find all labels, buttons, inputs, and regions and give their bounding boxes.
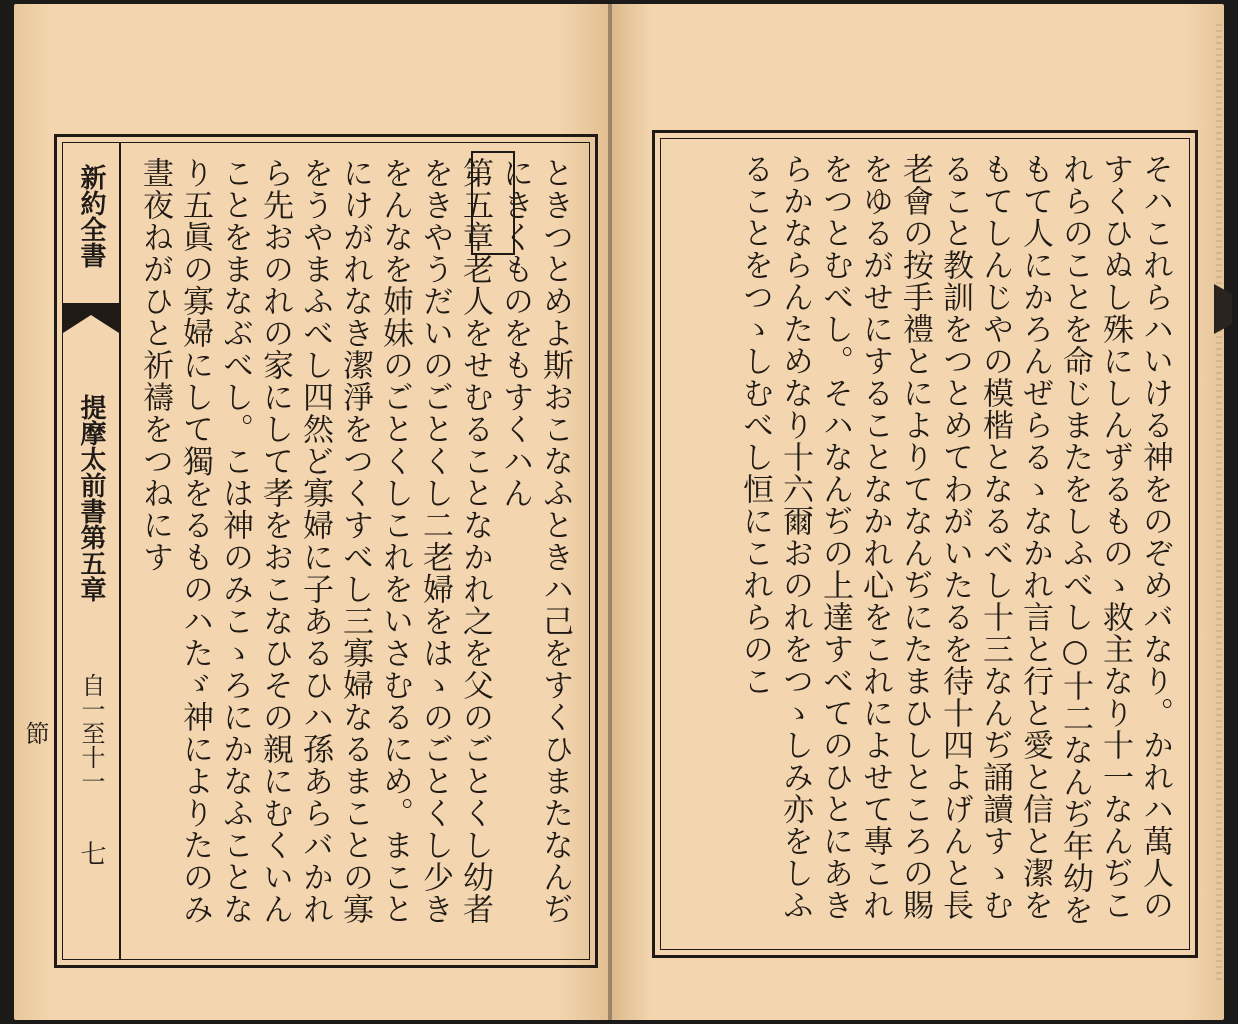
left-page-text: ときつとめよ斯おこなふときハ己をすくひまたなんぢにきくものをもすくハん 第五章老人をせむることなかれ之を父のごとくし幼者をきやうだいのごとくし二老婦をはゝのごとくし少きをんなを姉妹のごとくしこれをいさむるにめ。まことにけがれなき潔淨をつくすべし三寡婦なるまことの寡をうやまふべし四然ど寡婦に子あるひハ孫あらバかれら先おのれの家にして孝をおこなひその親にむくいんことをまなぶべし。こは神のみこゝろにかなふことなり五眞の寡婦にして獨をるものハたゞ神によりたのみ晝夜ねがひと祈禱をつねにす [137, 157, 573, 925]
right-page-frame [652, 130, 1198, 958]
left-page [14, 4, 610, 1020]
folio-number: 七 [76, 840, 106, 866]
left-page-frame [21, 134, 598, 968]
right-page-text: そハこれらハいける神をのぞめバなり。かれハ萬人のすくひぬし殊にしんずるものゝ救主なり十一なんぢこれらのことを命じまたをしふべし○十二なんぢ年幼をもて人にかろんぜらるゝなかれ言と行と愛と信と潔をもてしんじやの模楷となるべし十三なんぢ誦讀すゝむること教訓をつとめてわがいたるを待十四よげんと長老會の按手禮とによりてなんぢにたまひしところの賜をゆるがせにすることなかれ心をこれによせて專これをつとむべし。そハなんぢの上達すべてのひとにあきらかならんためなり十六爾おのれをつゝしみ亦をしふることをつゝしむべし恒にこれらのこ [737, 153, 1173, 926]
page-edge-lines [1216, 24, 1222, 984]
page-edge-tab [1214, 284, 1232, 334]
right-page-inner-border [660, 138, 1190, 950]
chapter-title: 提摩太前書第五章 [76, 394, 106, 602]
right-page [612, 4, 1224, 1020]
left-page-inner-border [21, 142, 590, 960]
open-book [14, 4, 1224, 1020]
book-title: 新約全書 [76, 164, 106, 268]
verse-range: 自一至十一節 [21, 673, 105, 793]
